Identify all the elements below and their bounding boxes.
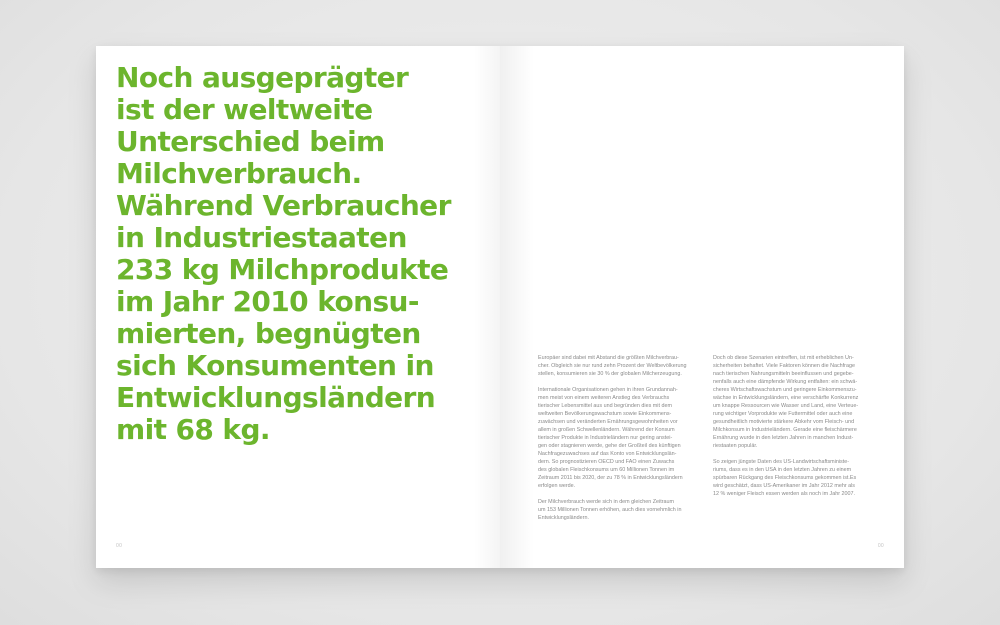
- headline-line: Entwicklungsländern: [116, 381, 436, 414]
- body-column-1: [538, 354, 706, 530]
- page-number-left: 00: [116, 543, 123, 549]
- paragraph: So zeigen jüngste Daten des US-Landwirtschaftsministe- riums, dass es in den USA in den letzten Jahren zu einem spürbaren Rückgang des Fleischkonsums gekommen ist.Es wird geschätzt, dass US-Amerikaner im Jahr 2012 mehr als 12 % weniger Fleisch essen werden als noch im Jahr 2007.: [713, 459, 857, 497]
- headline-line: Milchverbrauch.: [116, 157, 362, 190]
- paragraph: Doch ob diese Szenarien eintreffen, ist mit erheblichen Un- sicherheiten behaftet. Viele Faktoren können die Nachfrage nach tierischen Nahrungsmitteln beeinflussen und gegebe- nenfalls auch eine dämpfende Wirkung entfalten: ein schwä- cheres Wirtschaftswachstum und geringere Einkommenszu- wächse in Entwicklungsländern, eine verschärfte Konkurrenz um knappe Ressourcen wie Wasser und Land, eine Verteue- rung wichtiger Vorprodukte wie Futtermittel oder auch eine gesundheitlich motivierte stärkere Abkehr vom Fleisch- und Milchkonsum in Industrieländern. Gerade eine fleischärmere Ernährung wurde in den letzten Jahren in manchen Indust- riestaaten populär.: [713, 355, 859, 449]
- left-page: [96, 46, 500, 568]
- headline-line: ist der weltweite: [116, 93, 373, 126]
- book-spread: [96, 46, 904, 568]
- headline-line: Unterschied beim: [116, 125, 385, 158]
- body-column-2: [713, 354, 881, 506]
- headline-line: mit 68 kg.: [116, 413, 270, 446]
- headline-line: mierten, begnügten: [116, 317, 421, 350]
- headline: [116, 62, 496, 446]
- paragraph: Internationale Organisationen gehen in ihren Grundannah- men meist von einem weiteren Anstieg des Verbrauchs tierischer Lebensmittel aus und begründen dies mit dem weltweiten Bevölkerungswachstum sowie Einkommens- zuwächsen und veränderten Ernährungsgewohnheiten vor allem in großen Schwellenländern. Während der Konsum tierischer Produkte in Industrieländern nur gering anstei- gen oder stagnieren werde, gehe der Großteil des künftigen Nachfragezuwachses auf das Konto von Entwicklungslän- dern. So prognostizieren OECD und FAO einen Zuwachs des globalen Fleischkonsums um 60 Millionen Tonnen im Zeitraum 2011 bis 2020, der zu 78 % in Entwicklungsländern erfolgen werde.: [538, 387, 683, 489]
- headline-line: 233 kg Milchprodukte: [116, 253, 449, 286]
- headline-line: Während Verbraucher: [116, 189, 451, 222]
- gutter-shadow: [500, 46, 534, 568]
- paragraph: Europäer sind dabei mit Abstand die größten Milchverbrau- cher. Obgleich sie nur rund zehn Prozent der Weltbevölkerung stellen, konsumieren sie 30 % der globalen Milcherzeugung.: [538, 355, 687, 377]
- headline-line: Noch ausgeprägter: [116, 61, 409, 94]
- headline-line: in Industriestaaten: [116, 221, 407, 254]
- headline-line: im Jahr 2010 konsu-: [116, 285, 419, 318]
- paragraph: Der Milchverbrauch werde sich in dem gleichen Zeitraum um 153 Millionen Tonnen erhöhen, auch dies vornehmlich in Entwicklungsländern.: [538, 499, 682, 521]
- right-page: [500, 46, 904, 568]
- headline-line: sich Konsumenten in: [116, 349, 434, 382]
- page-number-right: 00: [877, 543, 884, 549]
